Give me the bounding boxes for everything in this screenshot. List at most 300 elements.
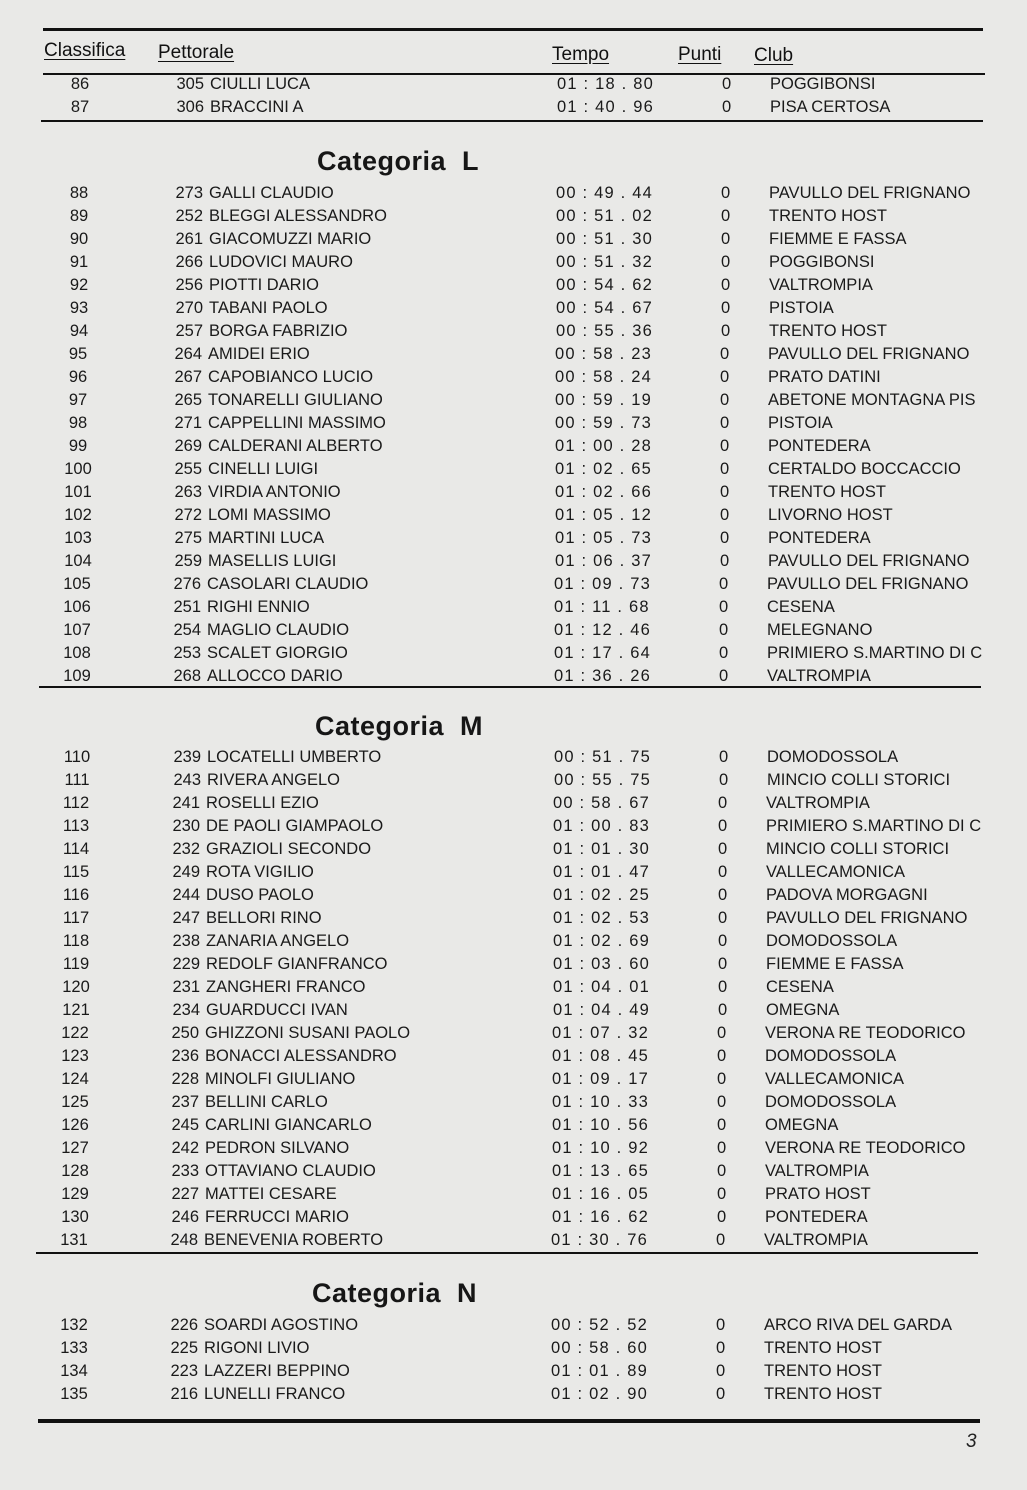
athlete-name: RIGHI ENNIO	[207, 598, 310, 616]
bib-number: 306	[176, 98, 204, 116]
bib-number: 261	[175, 230, 203, 248]
result-row	[45, 1137, 975, 1160]
club-name: OMEGNA	[765, 1116, 839, 1134]
athlete-name: RIGONI LIVIO	[204, 1339, 310, 1357]
athlete-name: CAPOBIANCO LUCIO	[208, 368, 374, 386]
finish-time: 01 : 30 . 76	[551, 1231, 648, 1249]
rank-cell: 119	[62, 955, 90, 973]
athlete-name: LOCATELLI UMBERTO	[207, 748, 382, 766]
finish-time: 00 : 58 . 23	[555, 345, 652, 363]
finish-time: 01 : 02 . 90	[551, 1385, 648, 1403]
rank-cell: 121	[62, 1001, 90, 1019]
finish-time: 00 : 58 . 67	[553, 794, 650, 812]
athlete-name: FERRUCCI MARIO	[205, 1208, 349, 1226]
rank-cell: 118	[62, 932, 90, 950]
rank-cell: 87	[70, 98, 90, 116]
athlete-name: ROTA VIGILIO	[206, 863, 314, 881]
club-name: TRENTO HOST	[769, 207, 887, 225]
club-name: PRATO HOST	[765, 1185, 871, 1203]
finish-time: 00 : 52 . 52	[551, 1316, 648, 1334]
points-cell: 0	[717, 1208, 727, 1226]
header-pettorale: Pettorale	[158, 42, 235, 63]
club-name: TRENTO HOST	[764, 1385, 882, 1403]
result-row	[47, 746, 977, 769]
points-cell: 0	[720, 437, 730, 455]
finish-time: 01 : 11 . 68	[554, 598, 650, 616]
points-cell: 0	[720, 391, 730, 409]
bib-number: 270	[175, 299, 203, 317]
points-cell: 0	[722, 98, 732, 116]
result-row	[46, 838, 976, 861]
bib-number: 229	[172, 955, 200, 973]
club-name: VERONA RE TEODORICO	[765, 1024, 966, 1042]
athlete-name: SCALET GIORGIO	[207, 644, 348, 662]
points-cell: 0	[716, 1362, 726, 1380]
club-name: LIVORNO HOST	[768, 506, 893, 524]
header-club: Club	[754, 45, 794, 66]
result-row	[46, 999, 976, 1022]
bib-number: 233	[171, 1162, 199, 1180]
athlete-name: LAZZERI BEPPINO	[204, 1362, 350, 1380]
result-row	[46, 861, 976, 884]
rank-cell: 102	[64, 506, 92, 524]
bib-number: 230	[172, 817, 200, 835]
club-name: CERTALDO BOCCACCIO	[768, 460, 961, 478]
bib-number: 242	[171, 1139, 199, 1157]
athlete-name: ZANGHERI FRANCO	[206, 978, 366, 996]
finish-time: 01 : 05 . 12	[555, 506, 652, 524]
finish-time: 00 : 51 . 02	[556, 207, 653, 225]
club-name: PISTOIA	[769, 299, 834, 317]
points-cell: 0	[717, 1070, 727, 1088]
athlete-name: BELLINI CARLO	[205, 1093, 328, 1111]
rank-cell: 113	[62, 817, 90, 835]
bib-number: 247	[172, 909, 200, 927]
rank-cell: 101	[64, 483, 92, 501]
rank-cell: 126	[61, 1116, 89, 1134]
result-row	[49, 228, 979, 251]
points-cell: 0	[719, 771, 729, 789]
club-name: VALTROMPIA	[767, 667, 871, 685]
result-row	[50, 73, 980, 96]
rank-cell: 103	[64, 529, 92, 547]
result-row	[49, 182, 979, 205]
finish-time: 01 : 16 . 62	[552, 1208, 649, 1226]
bib-number: 275	[174, 529, 202, 547]
result-row	[48, 412, 978, 435]
finish-time: 00 : 51 . 75	[554, 748, 651, 766]
page-number: 3	[966, 1431, 977, 1452]
points-cell: 0	[717, 1116, 727, 1134]
section-rule	[39, 686, 981, 688]
athlete-name: MAGLIO CLAUDIO	[207, 621, 350, 639]
result-row	[48, 458, 978, 481]
bib-number: 250	[171, 1024, 199, 1042]
points-cell: 0	[719, 748, 729, 766]
bib-number: 223	[170, 1362, 198, 1380]
finish-time: 00 : 55 . 75	[554, 771, 651, 789]
header-classifica: Classifica	[44, 40, 126, 61]
result-row	[49, 320, 979, 343]
rank-cell: 108	[63, 644, 91, 662]
points-cell: 0	[720, 460, 730, 478]
rank-cell: 115	[62, 863, 90, 881]
bib-number: 268	[173, 667, 201, 685]
athlete-name: GRAZIOLI SECONDO	[206, 840, 372, 858]
result-row	[47, 596, 977, 619]
header-punti: Punti	[678, 44, 722, 65]
result-row	[47, 573, 977, 596]
club-name: PRIMIERO S.MARTINO DI C	[767, 644, 983, 662]
points-cell: 0	[716, 1316, 726, 1334]
rank-cell: 97	[68, 391, 88, 409]
rank-cell: 91	[69, 253, 89, 271]
finish-time: 01 : 16 . 05	[552, 1185, 649, 1203]
finish-time: 01 : 17 . 64	[554, 644, 651, 662]
points-cell: 0	[721, 207, 731, 225]
athlete-name: SOARDI AGOSTINO	[204, 1316, 359, 1334]
bib-number: 269	[174, 437, 202, 455]
result-row	[46, 953, 976, 976]
bib-number: 249	[172, 863, 200, 881]
result-row	[45, 1183, 975, 1206]
rank-cell: 86	[70, 75, 90, 93]
rank-cell: 133	[60, 1339, 88, 1357]
finish-time: 00 : 58 . 60	[551, 1339, 648, 1357]
athlete-name: BLEGGI ALESSANDRO	[209, 207, 387, 225]
athlete-name: BRACCINI A	[210, 98, 304, 116]
points-cell: 0	[720, 506, 730, 524]
category-title: Categoria M	[315, 711, 484, 741]
club-name: DOMODOSSOLA	[765, 1047, 897, 1065]
club-name: ARCO RIVA DEL GARDA	[764, 1316, 952, 1334]
finish-time: 01 : 02 . 69	[553, 932, 650, 950]
points-cell: 0	[716, 1339, 726, 1357]
athlete-name: TABANI PAOLO	[209, 299, 328, 317]
finish-time: 01 : 13 . 65	[552, 1162, 649, 1180]
club-name: PISA CERTOSA	[770, 98, 891, 116]
bib-number: 238	[172, 932, 200, 950]
athlete-name: PEDRON SILVANO	[205, 1139, 350, 1157]
rank-cell: 88	[69, 184, 89, 202]
bib-number: 243	[173, 771, 201, 789]
athlete-name: GALLI CLAUDIO	[209, 184, 334, 202]
bib-number: 226	[170, 1316, 198, 1334]
athlete-name: DUSO PAOLO	[206, 886, 314, 904]
rank-cell: 94	[69, 322, 89, 340]
athlete-name: MARTINI LUCA	[208, 529, 325, 547]
category-title: Categoria N	[312, 1278, 478, 1308]
result-row	[48, 435, 978, 458]
result-row	[48, 343, 978, 366]
bib-number: 245	[171, 1116, 199, 1134]
athlete-name: DE PAOLI GIAMPAOLO	[206, 817, 384, 835]
points-cell: 0	[717, 1139, 727, 1157]
result-row	[49, 251, 979, 274]
rank-cell: 99	[68, 437, 88, 455]
points-cell: 0	[721, 253, 731, 271]
finish-time: 01 : 09 . 73	[554, 575, 651, 593]
athlete-name: REDOLF GIANFRANCO	[206, 955, 388, 973]
finish-time: 01 : 10 . 92	[552, 1139, 649, 1157]
points-cell: 0	[718, 794, 728, 812]
athlete-name: AMIDEI ERIO	[208, 345, 310, 363]
club-name: FIEMME E FASSA	[766, 955, 904, 973]
athlete-name: LUNELLI FRANCO	[204, 1385, 346, 1403]
result-row	[47, 665, 977, 688]
club-name: PAVULLO DEL FRIGNANO	[768, 552, 970, 570]
rank-cell: 131	[60, 1231, 88, 1249]
club-name: VERONA RE TEODORICO	[765, 1139, 966, 1157]
club-name: PAVULLO DEL FRIGNANO	[767, 575, 969, 593]
club-name: PRATO DATINI	[768, 368, 881, 386]
club-name: CESENA	[766, 978, 834, 996]
result-row	[45, 1022, 975, 1045]
rank-cell: 112	[62, 794, 90, 812]
rank-cell: 104	[64, 552, 92, 570]
points-cell: 0	[720, 414, 730, 432]
athlete-name: ROSELLI EZIO	[206, 794, 319, 812]
bib-number: 241	[172, 794, 200, 812]
club-name: PAVULLO DEL FRIGNANO	[766, 909, 968, 927]
club-name: TRENTO HOST	[768, 483, 886, 501]
points-cell: 0	[719, 598, 729, 616]
club-name: PISTOIA	[768, 414, 833, 432]
finish-time: 01 : 02 . 53	[553, 909, 650, 927]
rank-cell: 127	[61, 1139, 89, 1157]
athlete-name: BENEVENIA ROBERTO	[204, 1231, 384, 1249]
points-cell: 0	[720, 529, 730, 547]
athlete-name: PIOTTI DARIO	[209, 276, 320, 294]
points-cell: 0	[721, 322, 731, 340]
points-cell: 0	[719, 621, 729, 639]
athlete-name: BORGA FABRIZIO	[209, 322, 348, 340]
finish-time: 01 : 40 . 96	[557, 98, 654, 116]
bib-number: 248	[170, 1231, 198, 1249]
club-name: FIEMME E FASSA	[769, 230, 907, 248]
athlete-name: CAPPELLINI MASSIMO	[208, 414, 386, 432]
rank-cell: 100	[64, 460, 92, 478]
bib-number: 276	[173, 575, 201, 593]
club-name: OMEGNA	[766, 1001, 840, 1019]
finish-time: 01 : 01 . 30	[553, 840, 650, 858]
finish-time: 01 : 02 . 65	[555, 460, 652, 478]
bib-number: 257	[175, 322, 203, 340]
club-name: MELEGNANO	[767, 621, 873, 639]
rank-cell: 134	[60, 1362, 88, 1380]
result-row	[45, 1160, 975, 1183]
points-cell: 0	[717, 1185, 727, 1203]
rank-cell: 109	[63, 667, 91, 685]
finish-time: 00 : 54 . 67	[556, 299, 653, 317]
result-row	[45, 1045, 975, 1068]
club-name: ABETONE MONTAGNA PIS	[768, 391, 976, 409]
club-name: VALTROMPIA	[769, 276, 873, 294]
athlete-name: CIULLI LUCA	[210, 75, 310, 93]
bib-number: 237	[171, 1093, 199, 1111]
header-tempo: Tempo	[552, 44, 610, 65]
result-row	[46, 976, 976, 999]
points-cell: 0	[720, 368, 730, 386]
club-name: TRENTO HOST	[764, 1362, 882, 1380]
result-row	[49, 205, 979, 228]
bib-number: 251	[173, 598, 201, 616]
bib-number: 244	[172, 886, 200, 904]
club-name: VALTROMPIA	[765, 1162, 869, 1180]
rank-cell: 111	[64, 771, 90, 789]
points-cell: 0	[719, 644, 729, 662]
finish-time: 01 : 36 . 26	[554, 667, 651, 685]
points-cell: 0	[720, 552, 730, 570]
finish-time: 01 : 00 . 28	[555, 437, 652, 455]
club-name: PADOVA MORGAGNI	[766, 886, 928, 904]
rank-cell: 117	[62, 909, 90, 927]
athlete-name: TONARELLI GIULIANO	[208, 391, 383, 409]
result-row	[45, 1091, 975, 1114]
points-cell: 0	[718, 909, 728, 927]
finish-time: 00 : 59 . 73	[555, 414, 652, 432]
points-cell: 0	[718, 932, 728, 950]
club-name: PONTEDERA	[768, 529, 871, 547]
points-cell: 0	[718, 978, 728, 996]
rank-cell: 123	[61, 1047, 89, 1065]
section-rule	[41, 120, 983, 122]
finish-time: 00 : 51 . 30	[556, 230, 653, 248]
points-cell: 0	[716, 1385, 726, 1403]
bib-number: 252	[175, 207, 203, 225]
points-cell: 0	[718, 955, 728, 973]
bib-number: 231	[172, 978, 200, 996]
club-name: DOMODOSSOLA	[767, 748, 899, 766]
finish-time: 01 : 07 . 32	[552, 1024, 649, 1042]
finish-time: 01 : 02 . 25	[553, 886, 650, 904]
rank-cell: 129	[61, 1185, 89, 1203]
result-row	[48, 481, 978, 504]
result-row	[44, 1383, 974, 1406]
points-cell: 0	[718, 840, 728, 858]
result-row	[48, 366, 978, 389]
result-row	[50, 96, 980, 119]
athlete-name: CINELLI LUIGI	[208, 460, 319, 478]
result-row	[46, 930, 976, 953]
result-row	[48, 550, 978, 573]
bib-number: 259	[174, 552, 202, 570]
result-row	[46, 792, 976, 815]
result-row	[49, 297, 979, 320]
finish-time: 00 : 51 . 32	[556, 253, 653, 271]
rank-cell: 95	[68, 345, 88, 363]
rank-cell: 110	[63, 748, 91, 766]
rank-cell: 114	[62, 840, 90, 858]
rank-cell: 120	[62, 978, 90, 996]
club-name: TRENTO HOST	[764, 1339, 882, 1357]
club-name: DOMODOSSOLA	[765, 1093, 897, 1111]
points-cell: 0	[717, 1093, 727, 1111]
bib-number: 246	[171, 1208, 199, 1226]
bib-number: 273	[175, 184, 203, 202]
club-name: CESENA	[767, 598, 835, 616]
result-row	[45, 1206, 975, 1229]
club-name: PAVULLO DEL FRIGNANO	[769, 184, 971, 202]
finish-time: 01 : 12 . 46	[554, 621, 651, 639]
athlete-name: MINOLFI GIULIANO	[205, 1070, 356, 1088]
finish-time: 01 : 02 . 66	[555, 483, 652, 501]
finish-time: 01 : 08 . 45	[552, 1047, 649, 1065]
result-row	[49, 274, 979, 297]
club-name: VALLECAMONICA	[766, 863, 906, 881]
rank-cell: 106	[63, 598, 91, 616]
result-row	[47, 619, 977, 642]
rank-cell: 92	[69, 276, 89, 294]
points-cell: 0	[721, 184, 731, 202]
points-cell: 0	[718, 1001, 728, 1019]
athlete-name: BONACCI ALESSANDRO	[205, 1047, 397, 1065]
athlete-name: GHIZZONI SUSANI PAOLO	[205, 1024, 411, 1042]
rank-cell: 122	[61, 1024, 89, 1042]
result-row	[44, 1337, 974, 1360]
points-cell: 0	[718, 886, 728, 904]
athlete-name: OTTAVIANO CLAUDIO	[205, 1162, 376, 1180]
points-cell: 0	[717, 1047, 727, 1065]
result-row	[48, 389, 978, 412]
bib-number: 255	[174, 460, 202, 478]
athlete-name: CASOLARI CLAUDIO	[207, 575, 369, 593]
club-name: VALTROMPIA	[764, 1231, 868, 1249]
rank-cell: 125	[61, 1093, 89, 1111]
club-name: PAVULLO DEL FRIGNANO	[768, 345, 970, 363]
bib-number: 227	[171, 1185, 199, 1203]
points-cell: 0	[721, 230, 731, 248]
finish-time: 00 : 55 . 36	[556, 322, 653, 340]
athlete-name: LUDOVICI MAURO	[209, 253, 353, 271]
club-name: DOMODOSSOLA	[766, 932, 898, 950]
points-cell: 0	[717, 1024, 727, 1042]
bib-number: 253	[173, 644, 201, 662]
athlete-name: LOMI MASSIMO	[208, 506, 331, 524]
result-row	[45, 1114, 975, 1137]
bib-number: 264	[174, 345, 202, 363]
points-cell: 0	[716, 1231, 726, 1249]
result-row	[48, 527, 978, 550]
rank-cell: 116	[62, 886, 90, 904]
finish-time: 01 : 04 . 49	[553, 1001, 650, 1019]
result-row	[47, 769, 977, 792]
points-cell: 0	[720, 345, 730, 363]
result-row	[44, 1360, 974, 1383]
finish-time: 01 : 06 . 37	[555, 552, 652, 570]
athlete-name: CARLINI GIANCARLO	[205, 1116, 372, 1134]
rank-cell: 128	[61, 1162, 89, 1180]
points-cell: 0	[718, 817, 728, 835]
rank-cell: 90	[69, 230, 89, 248]
club-name: VALTROMPIA	[766, 794, 870, 812]
athlete-name: CALDERANI ALBERTO	[208, 437, 383, 455]
bib-number: 256	[175, 276, 203, 294]
club-name: PRIMIERO S.MARTINO DI C	[766, 817, 982, 835]
rank-cell: 124	[61, 1070, 89, 1088]
result-row	[47, 642, 983, 665]
rank-cell: 89	[69, 207, 89, 225]
club-name: MINCIO COLLI STORICI	[766, 840, 950, 858]
bib-number: 266	[175, 253, 203, 271]
club-name: TRENTO HOST	[769, 322, 887, 340]
finish-time: 01 : 05 . 73	[555, 529, 652, 547]
finish-time: 01 : 00 . 83	[553, 817, 650, 835]
finish-time: 01 : 03 . 60	[553, 955, 650, 973]
result-row	[48, 504, 978, 527]
finish-time: 01 : 01 . 89	[551, 1362, 648, 1380]
bib-number: 225	[170, 1339, 198, 1357]
